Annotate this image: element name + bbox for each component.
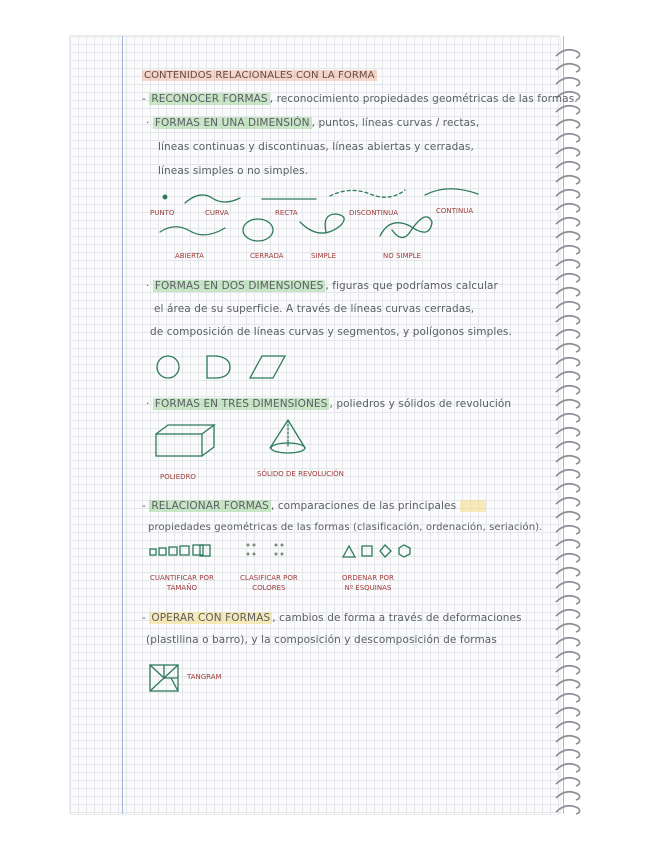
label-recta: RECTA xyxy=(275,209,298,217)
tangram-sketch xyxy=(150,665,178,691)
label-no-simple: NO SIMPLE xyxy=(383,252,422,260)
dashed-line-sketch xyxy=(330,190,405,197)
text-relate-2: propiedades geométricas de las formas (clasificación, ordenación, seriación). xyxy=(148,522,543,533)
label-cuantificar: CUANTIFICAR POR TAMAÑO xyxy=(150,574,214,592)
text-two-dimensions-1: , figuras que podríamos calcular xyxy=(325,280,498,292)
bullet: · xyxy=(146,398,150,410)
text-operate-2: (plastilina o barro), y la composición y descomposición de formas xyxy=(146,634,497,646)
cone-sketch xyxy=(270,420,305,453)
closed-line-sketch xyxy=(243,219,273,241)
size-squares-sketch xyxy=(150,545,210,556)
circle-sketch xyxy=(157,356,179,378)
heading-operate: OPERAR CON FORMAS xyxy=(151,612,271,624)
heading-relate: RELACIONAR FORMAS xyxy=(151,500,269,512)
label-poliedro: POLIEDRO xyxy=(160,473,196,481)
text-relate-1: , comparaciones de las principales xyxy=(270,500,457,512)
label-discontinua: DISCONTINUA xyxy=(349,209,399,217)
label-punto: PUNTO xyxy=(150,209,175,217)
label-clasificar: CLASIFICAR POR COLORES xyxy=(240,574,298,592)
heading-three-dimensions: FORMAS EN TRES DIMENSIONES xyxy=(154,398,328,410)
label-solido-revolucion: SÓLIDO DE REVOLUCIÓN xyxy=(257,470,344,478)
dash-mark: - xyxy=(142,500,146,512)
label-abierta: ABIERTA xyxy=(175,252,204,260)
heading-two-dimensions: FORMAS EN DOS DIMENSIONES xyxy=(154,280,324,292)
open-line-sketch xyxy=(160,227,225,235)
continuous-line-sketch xyxy=(425,189,478,195)
text-three-dimensions-1: , poliedros y sólidos de revolución xyxy=(329,398,512,410)
parallelogram-sketch xyxy=(250,356,285,378)
bullet: · xyxy=(146,280,150,292)
label-tangram: TANGRAM xyxy=(187,673,222,681)
non-simple-line-sketch xyxy=(380,217,432,238)
label-curva: CURVA xyxy=(205,209,229,217)
label-continua: CONTINUA xyxy=(436,207,474,215)
label-simple: SIMPLE xyxy=(311,252,337,260)
half-circle-sketch xyxy=(207,356,230,378)
heading-one-dimension: FORMAS EN UNA DIMENSIÓN xyxy=(154,117,310,129)
heading-recognize: RECONOCER FORMAS xyxy=(151,93,268,105)
text-one-dimension-3: líneas simples o no simples. xyxy=(158,165,309,177)
text-recognize: , reconocimiento propiedades geométricas de las formas. xyxy=(269,93,578,105)
text-two-dimensions-2: el área de su superficie. A través de líneas curvas cerradas, xyxy=(154,303,475,315)
text-two-dimensions-3: de composición de líneas curvas y segmentos, y polígonos simples. xyxy=(150,326,512,338)
simple-line-sketch xyxy=(300,214,344,233)
prism-sketch xyxy=(156,425,214,456)
label-cerrada: CERRADA xyxy=(250,252,284,260)
text-operate-1: , cambios de forma a través de deformaciones xyxy=(272,612,522,624)
ordering-shapes-sketch xyxy=(343,545,410,557)
color-dots-sketch xyxy=(247,544,284,556)
dash-mark: - xyxy=(142,612,146,624)
dash-mark: - xyxy=(142,93,146,105)
point-sketch xyxy=(163,195,167,199)
text-one-dimension-1: , puntos, líneas curvas / rectas, xyxy=(311,117,480,129)
label-ordenar: ORDENAR POR Nº ESQUINAS xyxy=(342,574,394,592)
curve-sketch xyxy=(185,195,240,203)
title-text: CONTENIDOS RELACIONALES CON LA FORMA xyxy=(144,70,375,81)
bullet: · xyxy=(146,117,150,129)
text-one-dimension-2: líneas continuas y discontinuas, líneas abiertas y cerradas, xyxy=(158,141,474,153)
